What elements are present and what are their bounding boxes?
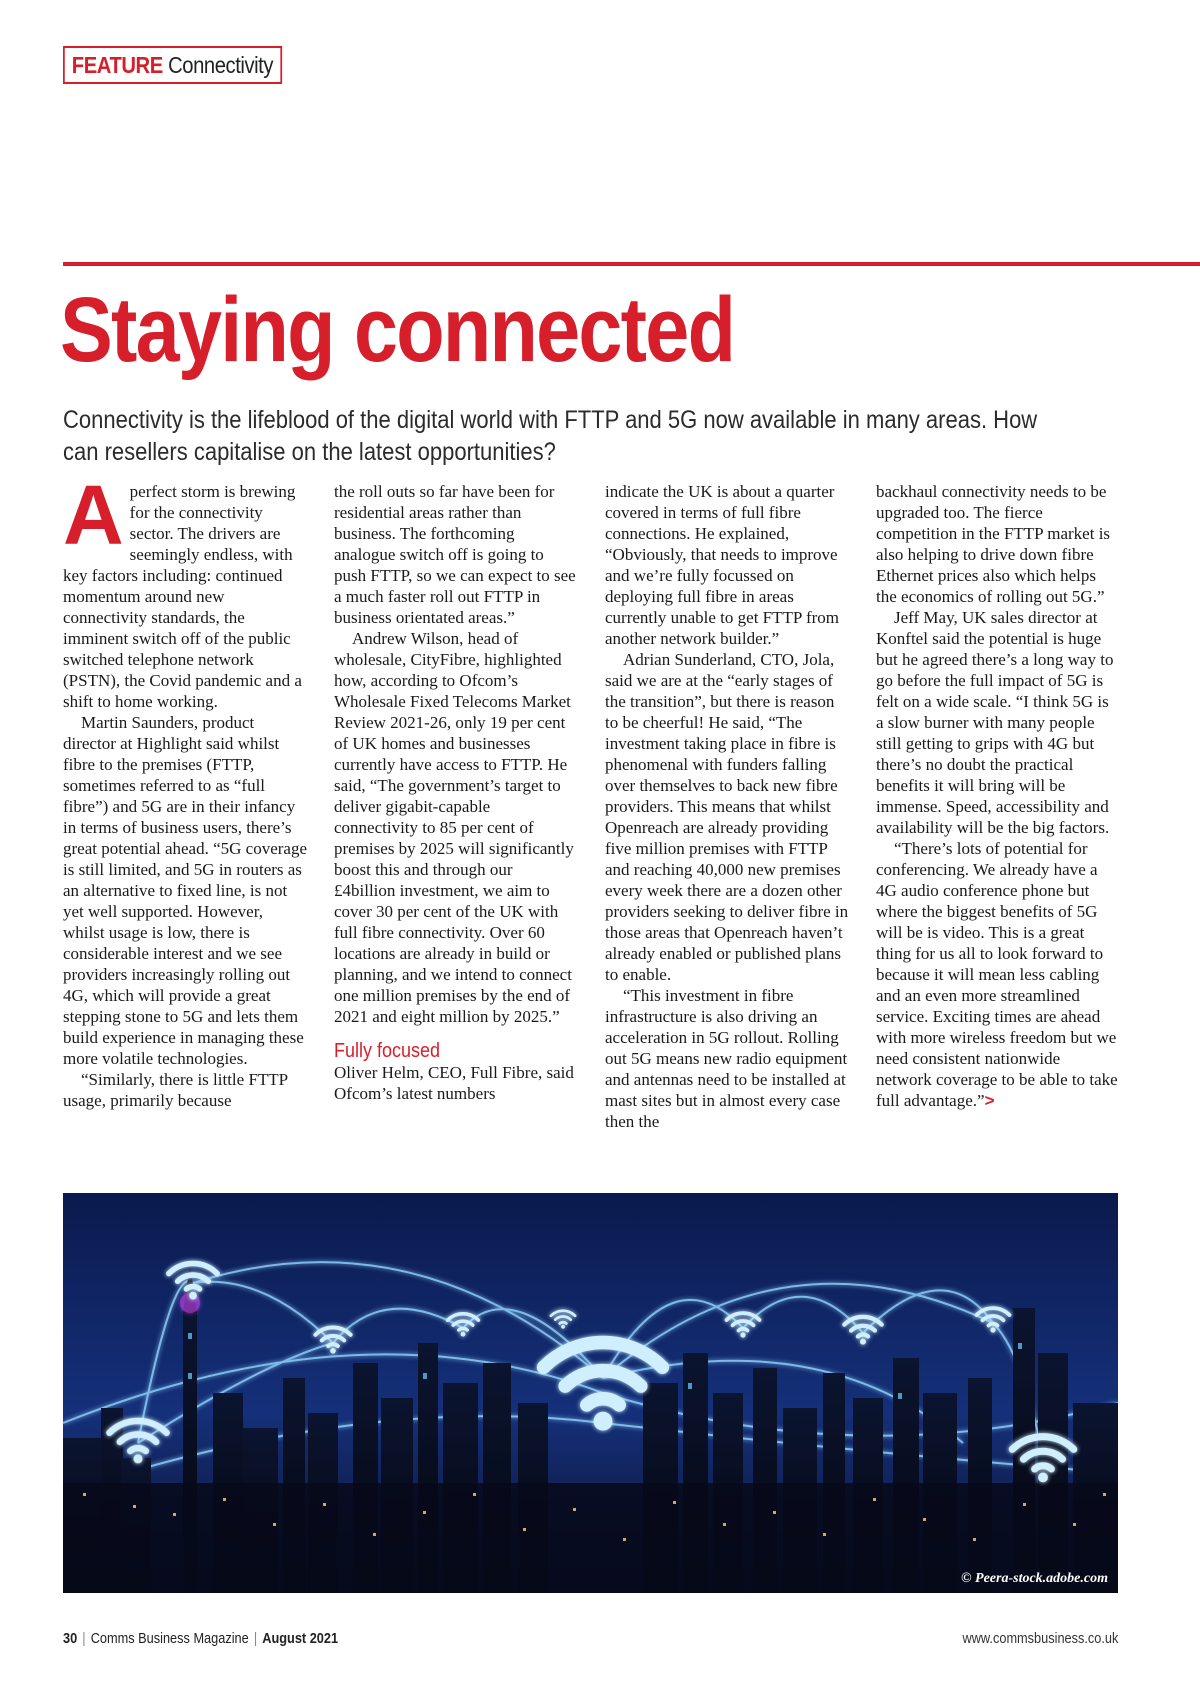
section-tag-topic: Connectivity: [168, 51, 274, 78]
issue-date: August 2021: [262, 1630, 339, 1647]
footer-separator: |: [253, 1630, 258, 1647]
paragraph: Andrew Wilson, head of wholesale, CityFibre, highlighted how, according to Ofcom’s Wholesale Fixed Telecoms Market Review 2021-26, only 19 per cent of UK homes and businesses currently have access to FTTP. He said, “The government’s target to deliver gigabit-capable connectivity to 85 per cent of premises by 2025 will significantly boost this and through our £4billion investment, we aim to cover 30 per cent of the UK with full fibre connectivity. Over 60 locations are already in build or planning, and we intend to connect one million premises by the end of 2021 and eight million by 2025.”: [334, 629, 574, 1026]
article-column-3: [605, 481, 849, 1132]
drop-cap: A: [63, 468, 124, 562]
subheading: Fully focused: [334, 1040, 441, 1062]
footer-separator: |: [82, 1630, 86, 1647]
city-wifi-photo: [63, 1193, 1118, 1593]
publication-name: Comms Business Magazine: [90, 1630, 249, 1647]
photo-illustration: [63, 1193, 1118, 1593]
paragraph: Aperfect storm is brewing for the connectivity sector. The drivers are seemingly endless, with key factors including: continued momentum around new connectivity standards, the imminent switch off of the public switched telephone network (PSTN), the Covid pandemic and a shift to home working.: [63, 468, 302, 711]
paragraph: Jeff May, UK sales director at Konftel said the potential is huge but he agreed there’s a long way to go before the full impact of 5G is felt on a wide scale. “I think 5G is a slow burner with many people still getting to grips with 4G but there’s no doubt the practical benefits it will bring will be immense. Speed, accessibility and availability will be the big factors.: [876, 608, 1114, 837]
paragraph: indicate the UK is about a quarter covered in terms of full fibre connections. He explained, “Obviously, that needs to improve and we’re fully focussed on deploying full fibre in areas currently unable to get FTTP from another network builder.”: [605, 482, 840, 648]
paragraph: backhaul connectivity needs to be upgraded too. The fierce competition in the FTTP market is also helping to drive down fibre Ethernet prices also which helps the economics of rolling out 5G.”: [876, 482, 1111, 606]
footer-folio: [63, 1630, 338, 1647]
article-column-2: [334, 481, 578, 1104]
header-rule: [63, 262, 1200, 266]
footer-website[interactable]: www.commsbusiness.co.uk: [962, 1630, 1118, 1647]
page-number: 30: [63, 1630, 78, 1647]
paragraph: Martin Saunders, product director at Highlight said whilst fibre to the premises (FTTP, sometimes referred to as “full fibre”) and 5G are in their infancy in terms of business users, there’s great potential ahead. “5G coverage is still limited, and 5G in routers as an alternative to fixed line, is not yet well supported. However, whilst usage is low, there is considerable interest and we see providers increasingly rolling out 4G, which will provide a great stepping stone to 5G and lets them build experience in managing these more volatile technologies.: [63, 713, 308, 1068]
headline: Staying connected: [60, 279, 735, 381]
end-mark: >: [984, 1091, 995, 1110]
paragraph: “There’s lots of potential for conferencing. We already have a 4G audio conference phone but where the biggest benefits of 5G will be is video. This is a great thing for us all to look forward to because it will mean less cabling and an even more streamlined service. Exciting times are ahead with more wireless freedom but we need consistent nationwide network coverage to be able to take full advantage.”>: [876, 839, 1118, 1110]
paragraph: Adrian Sunderland, CTO, Jola, said we are at the “early stages of the transition”, but there is reason to be cheerful! He said, “The investment taking place in fibre is phenomenal with funders falling over themselves to back new fibre providers. This means that whilst Openreach are already providing five million premises with FTTP and reaching 40,000 new premises every week there are a dozen other providers seeking to deliver fibre in those areas that Openreach haven’t already enabled or published plans to enable.: [605, 650, 849, 984]
section-tag-kind: FEATURE: [71, 51, 163, 78]
photo-credit: © Peera-stock.adobe.com: [961, 1571, 1108, 1586]
article-column-4: [876, 481, 1120, 1111]
paragraph: “This investment in fibre infrastructure is also driving an acceleration in 5G rollout. Rolling out 5G means new radio equipment and antennas need to be installed at mast sites but in almost every case then the: [605, 986, 848, 1131]
paragraph: the roll outs so far have been for residential areas rather than business. The forthcoming analogue switch off is going to push FTTP, so we can expect to see a much faster roll out FTTP in business orientated areas.”: [334, 482, 576, 627]
standfirst: Connectivity is the lifeblood of the digital world with FTTP and 5G now available in many areas. How can resellers capitalise on the latest opportunities?: [63, 406, 1038, 466]
paragraph: “Similarly, there is little FTTP usage, primarily because: [63, 1070, 288, 1110]
article-column-1: [63, 468, 308, 1111]
paragraph: Oliver Helm, CEO, Full Fibre, said Ofcom’s latest numbers: [334, 1063, 574, 1103]
section-tag: [63, 46, 282, 84]
